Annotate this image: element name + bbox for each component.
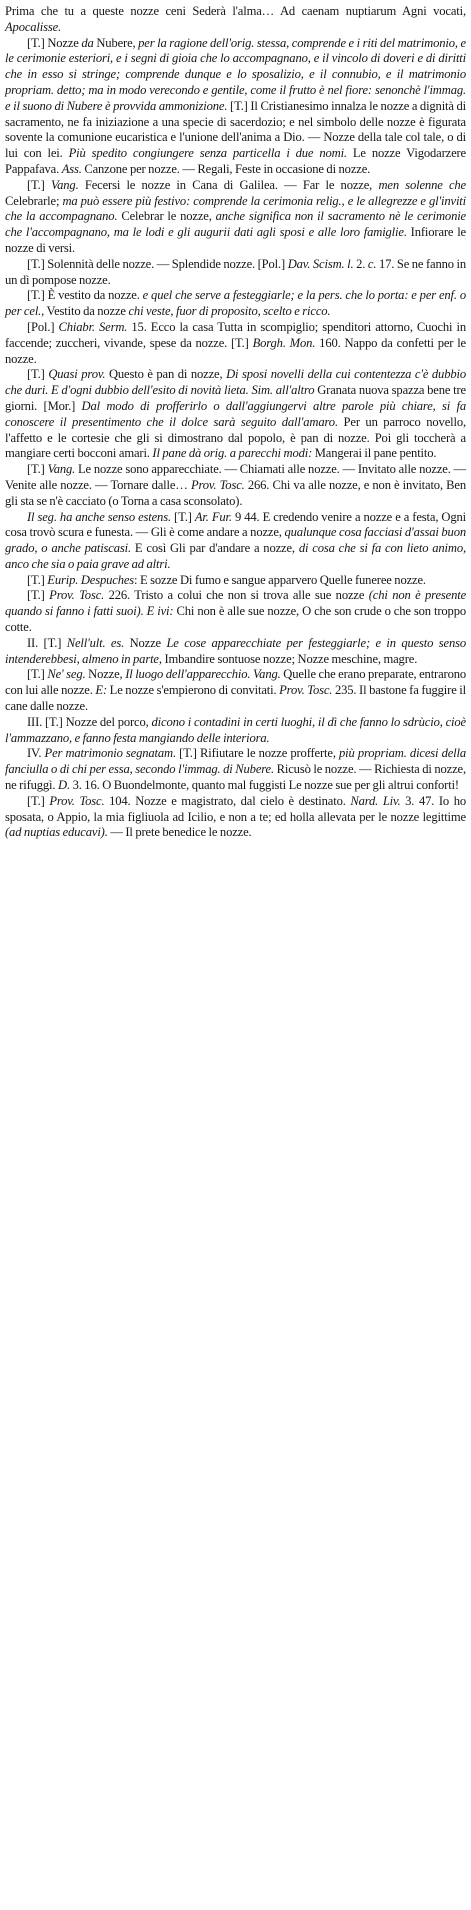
italic-text: Il luogo dell'apparecchio. Vang. [125, 667, 281, 682]
entry-paragraph [5, 746, 466, 793]
text-run: Ricusò le nozze. — Richiesta di nozze, ne rifuggì. [5, 762, 466, 793]
italic-text: ma può essere più festivo: comprende la cerimonia relig., e le allegrezze e gl'inviti che la accompagnano. [5, 193, 467, 224]
text-run: Le nozze Vigodarzere Pappafava. [5, 146, 466, 176]
italic-text: di cosa che si fa con lieto animo, anco che sia o paia grave ad altri. [5, 541, 466, 571]
italic-text: più propriam. dicesi della fanciulla o di chi per essa, secondo l'immag. di Nubere. [5, 746, 467, 777]
italic-text: Il seg. ha anche senso estens. [27, 509, 171, 524]
text-run: Mangerai il pane pentito. [312, 446, 437, 461]
italic-text: anche significa non il sacramento nè le cerimonie che l'accompagnano, ma le lodi e gli augurii dati agli sposi e alle loro famiglie. [5, 209, 466, 240]
text-run: Le nozze sono apparecchiate. — Chiamati alle nozze. — Invitato alle nozze. — Venite alle nozze. — Tornare dalle… [5, 462, 466, 492]
text-run: Vestito da nozze [44, 304, 129, 319]
text-run: Nozze, [85, 667, 126, 682]
italic-text: Prov. Tosc. [49, 793, 105, 808]
text-run: E così Gli par d'andare a nozze, [131, 541, 299, 556]
text-run: Canzone per nozze. — Regali, Feste in occasione di nozze. [81, 161, 371, 176]
italic-text: Borgh. Mon. [252, 335, 316, 350]
italic-text: Eurip. Despuches [47, 572, 135, 587]
text-run: Celebrar le nozze, [117, 209, 216, 224]
italic-text: Quasi prov. [48, 367, 106, 382]
text-run: Prima che tu a queste nozze ceni Sederà l'alma… Ad caenam nuptiarum Agni vocati, [5, 4, 466, 18]
entry-paragraph [5, 178, 466, 257]
entry-paragraph [5, 288, 466, 320]
italic-text: Per matrimonio segnatam. [44, 746, 176, 761]
entry-paragraph [5, 320, 466, 367]
text-run: Granata nuova spazza bene tre giorni. [Mor.] [5, 383, 466, 413]
text-run: 3. 16. O Buondelmonte, quanto mal fuggisti Le nozze sue per gli altrui conforti! [69, 778, 459, 793]
italic-text: qualunque cosa facciasi d'assai buon grado, o anche patiscasi. [5, 525, 466, 556]
entry-paragraph [5, 367, 466, 462]
text-run: [T.] È vestito da nozze. [27, 288, 143, 303]
italic-text: Dal modo di profferirlo o dall'aggiungervi altre parole più chiare, si fa conoscere il presentimento che il dolce sarà seguito dall'amaro. [5, 398, 466, 429]
text-run: Celebrarle; [5, 193, 63, 208]
italic-text: Ass. [61, 161, 82, 176]
text-run: [T.] Solennità delle nozze. — Splendide nozze. [Pol.] [27, 256, 288, 271]
text-run: Infiorare le nozze di versi. [5, 225, 466, 255]
text-run: Fecersi le nozze in Cana di Galilea. — Far le nozze, [78, 177, 379, 192]
text-run: [Pol.] [27, 319, 59, 334]
text-run: 226. Tristo a colui che non si trova alle sue nozze [104, 588, 369, 603]
text-run: [T.] [27, 367, 49, 382]
text-run: 235. Il bastone fa fuggire il cane dalle nozze. [5, 683, 466, 714]
text-run: [T.] Il Cristianesimo innalza le nozze a dignità di sacramento, ne fa iniziazione a una specie di sacerdozio; e nel simbolo delle nozze è figurata sovente la comunione eucaristica e l'unione dell'anima a Dio. — Nozze della tale col tale, o di lui con lei. [5, 98, 467, 161]
text-run: [T.] [27, 588, 50, 603]
entry-paragraph [5, 510, 466, 573]
text-run: 160. Nappo da confetti per le nozze. [5, 335, 466, 366]
italic-text: c. [367, 256, 377, 271]
text-run: [T.] [27, 572, 48, 587]
text-run: 17. Se ne fanno in un dì pompose nozze. [5, 256, 466, 287]
text-run: [T.] Nozze [27, 35, 82, 50]
text-run: [T.] [170, 509, 195, 524]
italic-text: da [81, 35, 94, 50]
entry-paragraph [5, 667, 466, 714]
text-run: 104. Nozze e magistrato, dal cielo è destinato. [104, 793, 351, 808]
italic-text: Apocalisse. [5, 19, 62, 34]
text-run: 2. [353, 256, 368, 271]
entry-paragraph [5, 462, 466, 509]
italic-text: Più spedito congiungere senza particella i due nomi. [68, 146, 347, 161]
text-run: [T.] [27, 177, 51, 192]
italic-text: Prov. Tosc. [279, 683, 333, 698]
text-run: Nozze [124, 635, 167, 650]
text-run: Chi non è alle sue nozze, O che son crude o che son troppo cotte. [5, 604, 466, 635]
italic-text: per la ragione dell'orig. stessa, comprende e i riti del matrimonio, e le cerimonie esteriori, e i segni di gioia che lo accompagnano, e il vincolo di doveri e di diritti che in esso si stringe; comprende dunque e lo sposalizio, e il connubio, e il matrimonio propriam. detto; ma in modo verecondo e gentile, come il frutto è nel fiore: senonchè l'immag. e il suono di Nubere è provvida ammonizione. [5, 35, 466, 113]
text-run: : E sozze Di fumo e sangue apparvero Quelle funeree nozze. [134, 572, 426, 587]
italic-text: (ad nuptias educavi). [5, 825, 108, 840]
entry-paragraph [5, 573, 466, 589]
italic-text: Chiabr. Serm. [58, 319, 128, 334]
text-run: [T.] [27, 667, 48, 682]
entry-paragraph [5, 36, 466, 178]
italic-text: Ne' seg. [47, 667, 86, 682]
text-run: 3. 47. Io ho sposata, o Appio, la mia figliuola ad Icilio, e non a te; ed holla allevata per le nozze legittime [5, 793, 466, 824]
entry-paragraph [5, 715, 466, 747]
italic-text: Le cose apparecchiate per festeggiarle; e in questo senso intenderebbesi, almeno in parte, [5, 635, 466, 666]
italic-text: men solenne che [378, 177, 466, 192]
text-run: [T.] [27, 462, 48, 477]
italic-text: chi veste, fuor di proposito, scelto e ricco. [128, 304, 331, 319]
italic-text: Vang. [50, 177, 79, 192]
text-run: IV. [27, 746, 45, 761]
italic-text: D. [58, 778, 70, 793]
italic-text: (chi non è presente quando si fanno i fatti suoi). E ivi: [5, 588, 467, 619]
text-run: II. [T.] [27, 635, 67, 650]
italic-text: Di sposi novelli della cui contentezza c'è dubbio che duri. E d'ogni dubbio dell'esito di novità lieta. Sim. all'altro [5, 367, 466, 398]
italic-text: Nard. Liv. [350, 793, 401, 808]
italic-text: Prov. Tosc. [190, 477, 245, 492]
italic-text: Nell'ult. es. [66, 635, 125, 650]
text-run: Nubere, [93, 35, 139, 50]
text-run: — Il prete benedice le nozze. [107, 825, 252, 840]
text-run: III. [T.] Nozze del porco, [27, 714, 152, 729]
italic-text: Prov. Tosc. [49, 588, 105, 603]
entry-paragraph [5, 794, 466, 841]
entry-paragraph [5, 257, 466, 289]
text-run: Questo è pan di nozze, [105, 367, 227, 382]
text-run: [T.] Rifiutare le nozze profferte, [175, 746, 340, 761]
text-run: 9 44. E credendo venire a nozze e a festa, Ogni cosa trovò scura e funesta. — Gli è come andare a nozze, [5, 509, 467, 540]
text-run: Per un parroco novello, l'affetto e le cortesie che gli si dimostrano dal popolo, è pan di nozze. Poi gli toccherà a mangiare certi bocconi amari. [5, 414, 466, 461]
text-run: Imbandire sontuose nozze; Nozze meschine, magre. [161, 651, 418, 666]
italic-text: dicono i contadini in certi luoghi, il dì che fanno lo sdrùcio, cioè l'ammazzano, e fanno festa mangiando delle interiora. [5, 714, 466, 745]
text-run: 15. Ecco la casa Tutta in scompiglio; spenditori attorno, Cuochi in faccende; zuccheri, vivande, spese da nozze. [T.] [5, 319, 466, 350]
italic-text: e quel che serve a festeggiarle; e la pers. che lo porta: e per enf. o per cel., [5, 288, 466, 319]
italic-text: Il pane dà orig. a parecchi modi: [152, 446, 313, 461]
text-run: [T.] [27, 793, 50, 808]
italic-text: Ar. Fur. [194, 509, 232, 524]
text-run: Le nozze s'empierono di convitati. [107, 683, 280, 698]
italic-text: E: [95, 683, 107, 698]
entry-paragraph [5, 636, 466, 668]
entry-paragraph [5, 4, 466, 36]
text-run: Quelle che erano preparate, entrarono con lui alle nozze. [5, 667, 467, 698]
entry-paragraph [5, 588, 466, 635]
italic-text: Dav. Scism. l. [287, 256, 354, 271]
italic-text: Vang. [47, 462, 76, 477]
text-run: 266. Chi va alle nozze, e non è invitato, Ben gli sta se n'è cacciato (o Torna a casa sconsolato). [5, 477, 466, 508]
